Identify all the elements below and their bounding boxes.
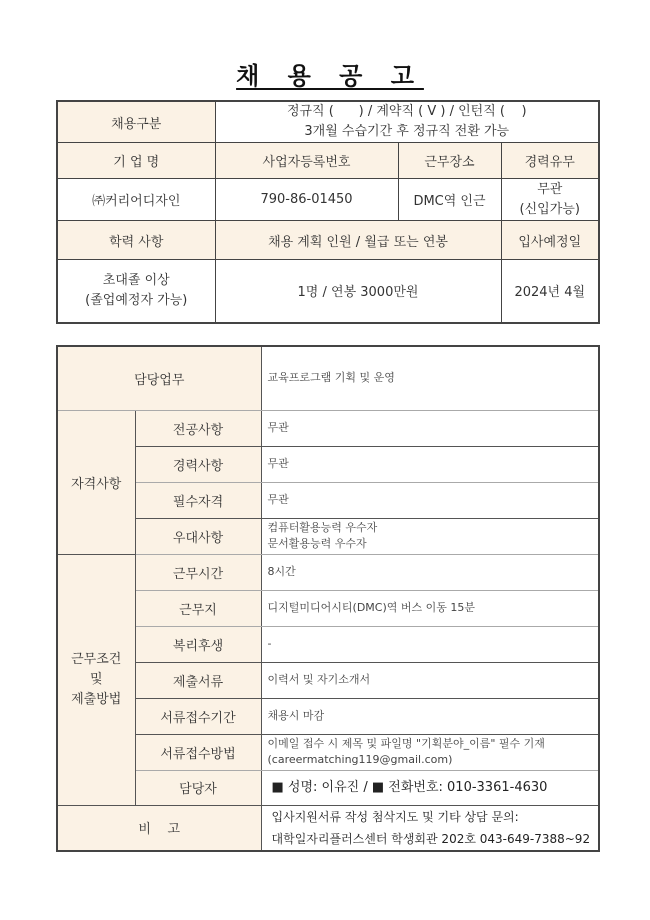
start-date-value: 2024년 4월 (501, 260, 599, 323)
qualification-value: 무관 (261, 482, 599, 518)
detail-table (56, 345, 600, 852)
condition-label: 담당자 (135, 770, 261, 805)
qualification-value: 무관 (261, 446, 599, 482)
experience-line2: (신입가능) (519, 201, 580, 217)
header-business-no: 사업자등록번호 (215, 143, 398, 179)
condition-label: 근무지 (135, 590, 261, 626)
condition-row (57, 770, 599, 805)
preferred-line2: 문서활용능력 우수자 (267, 537, 367, 550)
conditions-label-line1: 근무조건 (71, 651, 122, 667)
condition-row (57, 662, 599, 698)
headcount-salary-value: 1명 / 연봉 3000만원 (215, 260, 501, 323)
employment-type-label: 채용구분 (57, 101, 215, 143)
condition-value: 이력서 및 자기소개서 (261, 662, 599, 698)
values-row-2 (57, 260, 599, 323)
conditions-group-label (57, 554, 135, 805)
remarks-label: 비 고 (57, 805, 261, 851)
header-location: 근무장소 (398, 143, 501, 179)
condition-label: 서류접수기간 (135, 698, 261, 734)
duty-row (57, 346, 599, 410)
header-row-2 (57, 221, 599, 260)
conditions-label-line2: 및 (89, 671, 103, 687)
title-text: 채 용 공 고 (236, 62, 424, 90)
header-company: 기 업 명 (57, 143, 215, 179)
condition-value (261, 734, 599, 770)
experience-line1: 무관 (537, 181, 563, 197)
qualification-row (57, 518, 599, 554)
summary-table (56, 100, 600, 324)
qualification-row (57, 410, 599, 446)
condition-value: 디지털미디어시티(DMC)역 버스 이동 15분 (261, 590, 599, 626)
duty-value: 교육프로그램 기획 및 운영 (261, 346, 599, 410)
page-title (0, 56, 650, 88)
work-location: DMC역 인근 (398, 179, 501, 221)
condition-row (57, 734, 599, 770)
submission-email: (careermatching119@gmail.com) (267, 753, 453, 766)
condition-label: 근무시간 (135, 554, 261, 590)
remarks-row (57, 805, 599, 851)
conditions-label-line3: 제출방법 (71, 691, 122, 707)
qualification-row (57, 446, 599, 482)
remarks-line2: 대학일자리플러스센터 학생회관 202호 043-649-7388~92 (271, 831, 591, 846)
education-value (57, 260, 215, 323)
condition-row (57, 626, 599, 662)
condition-label: 제출서류 (135, 662, 261, 698)
header-row-1 (57, 143, 599, 179)
qualification-label: 우대사항 (135, 518, 261, 554)
condition-label: 서류접수방법 (135, 734, 261, 770)
submission-method-line1: 이메일 접수 시 제목 및 파일명 "기획분야_이름" 필수 기재 (267, 737, 545, 750)
duty-label: 담당업무 (57, 346, 261, 410)
employment-type-line2: 3개월 수습기간 후 정규직 전환 가능 (304, 124, 510, 139)
experience-value (501, 179, 599, 221)
header-education: 학력 사항 (57, 221, 215, 260)
condition-value: 채용시 마감 (261, 698, 599, 734)
qualification-label: 경력사항 (135, 446, 261, 482)
remarks-line1: 입사지원서류 작성 첨삭지도 및 기타 상담 문의: (271, 809, 519, 824)
header-headcount-salary: 채용 계획 인원 / 월급 또는 연봉 (215, 221, 501, 260)
employment-type-row (57, 101, 599, 143)
company-name: ㈜커리어디자인 (57, 179, 215, 221)
qualification-value (261, 518, 599, 554)
condition-value: - (261, 626, 599, 662)
education-line2: (졸업예정자 가능) (85, 292, 188, 308)
header-experience: 경력유무 (501, 143, 599, 179)
employment-type-line1: 정규직 ( ) / 계약직 ( V ) / 인턴직 ( ) (286, 104, 527, 119)
preferred-line1: 컴퓨터활용능력 우수자 (267, 521, 378, 534)
condition-value: 8시간 (261, 554, 599, 590)
qualification-label: 필수자격 (135, 482, 261, 518)
contact-person-value: ■ 성명: 이유진 / ■ 전화번호: 010-3361-4630 (261, 770, 599, 805)
condition-row (57, 698, 599, 734)
condition-row (57, 590, 599, 626)
qualification-row (57, 482, 599, 518)
education-line1: 초대졸 이상 (102, 272, 170, 288)
condition-row (57, 554, 599, 590)
header-start-date: 입사예정일 (501, 221, 599, 260)
qualification-label: 전공사항 (135, 410, 261, 446)
values-row-1 (57, 179, 599, 221)
qualifications-group-label: 자격사항 (57, 410, 135, 554)
business-number: 790-86-01450 (215, 179, 398, 221)
qualification-value: 무관 (261, 410, 599, 446)
employment-type-value (215, 101, 599, 143)
remarks-value (261, 805, 599, 851)
condition-label: 복리후생 (135, 626, 261, 662)
